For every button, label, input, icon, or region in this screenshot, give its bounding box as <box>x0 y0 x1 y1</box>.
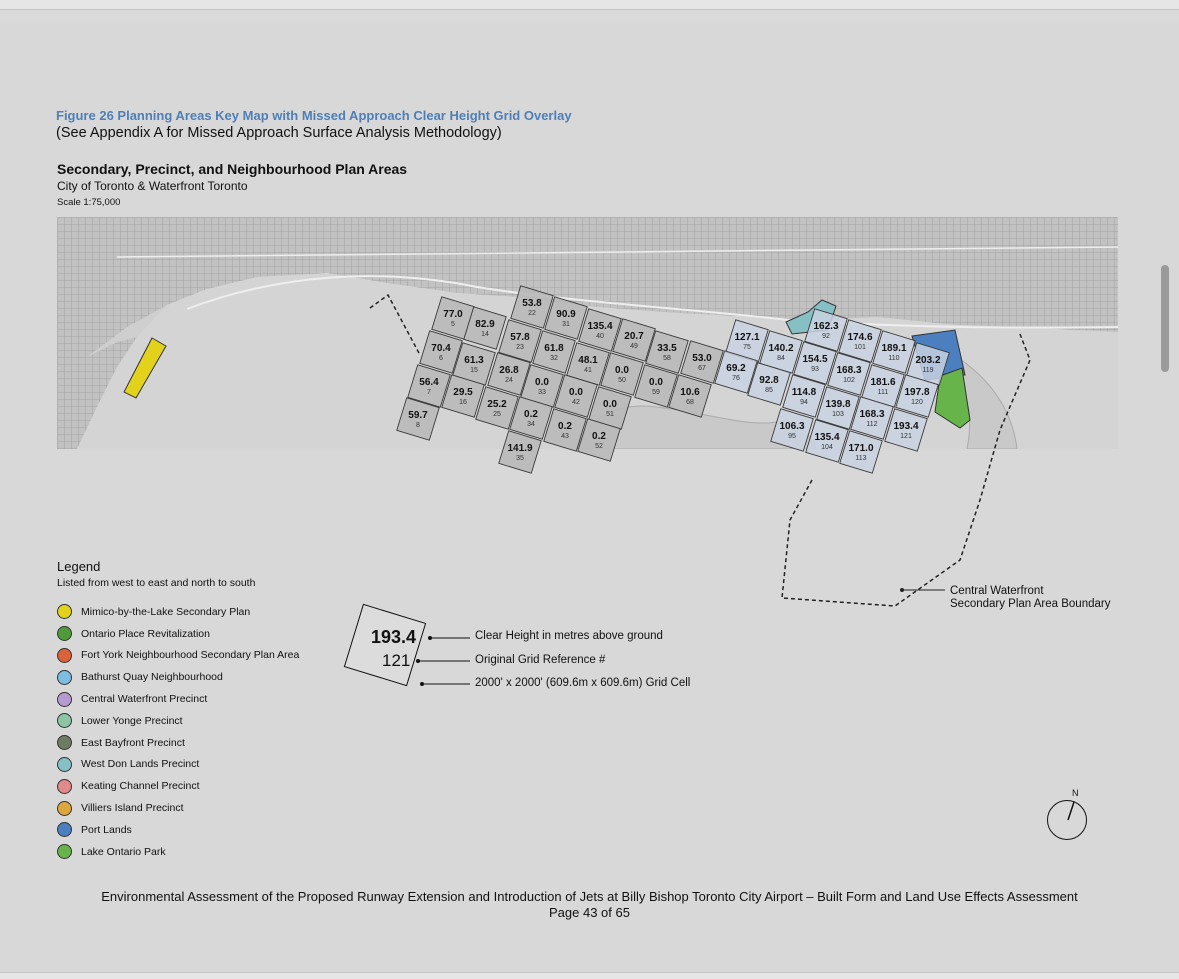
figure-subtitle: (See Appendix A for Missed Approach Surface Analysis Methodology) <box>56 125 502 141</box>
legend-label: Bathurst Quay Neighbourhood <box>81 671 223 684</box>
boundary-label <box>950 585 1110 611</box>
key-grid-ref-label: Original Grid Reference # <box>475 654 606 666</box>
grid-cell-height: 203.2 <box>915 355 941 366</box>
map-scale: Scale 1:75,000 <box>57 197 121 208</box>
grid-cell-ref: 75 <box>743 344 751 351</box>
grid-cell-ref: 101 <box>854 344 866 351</box>
grid-cell-height: 0.0 <box>535 377 549 388</box>
legend-item <box>57 819 299 841</box>
legend-swatch <box>57 757 72 772</box>
legend-label: Mimico-by-the-Lake Secondary Plan <box>81 605 251 618</box>
legend-swatch <box>57 604 72 619</box>
legend-label: Lake Ontario Park <box>81 845 166 858</box>
grid-cell-height: 20.7 <box>624 331 644 342</box>
grid-cell-ref: 32 <box>550 355 558 362</box>
key-example-ref: 121 <box>382 651 411 670</box>
grid-cell-height: 127.1 <box>734 332 760 343</box>
grid-cell-height: 135.4 <box>587 321 613 332</box>
grid-cell-height: 0.2 <box>558 421 572 432</box>
map-organization: City of Toronto & Waterfront Toronto <box>57 179 248 193</box>
grid-cell-ref: 112 <box>866 421 878 428</box>
boundary-label-line1: Central Waterfront <box>950 585 1044 597</box>
grid-cell-height: 29.5 <box>453 387 473 398</box>
legend-item <box>57 797 299 819</box>
grid-cell-height: 0.2 <box>524 409 538 420</box>
grid-cell-height: 61.8 <box>544 343 564 354</box>
grid-cell-ref: 50 <box>618 377 626 384</box>
legend-item <box>57 732 299 754</box>
legend-item <box>57 841 299 863</box>
grid-cell-height: 33.5 <box>657 343 677 354</box>
grid-cell-height: 57.8 <box>510 332 530 343</box>
grid-cell-height: 197.8 <box>904 387 930 398</box>
legend-item <box>57 666 299 688</box>
grid-cell-ref: 68 <box>686 399 694 406</box>
legend-note: Listed from west to east and north to south <box>57 577 256 589</box>
legend-label: Fort York Neighbourhood Secondary Plan Area <box>81 649 300 662</box>
boundary-leader-dot <box>900 588 904 592</box>
legend-label: Keating Channel Precinct <box>81 780 200 793</box>
key-example-height: 193.4 <box>371 627 417 647</box>
grid-cell-height: 140.2 <box>768 343 794 354</box>
key-clear-height-label: Clear Height in metres above ground <box>475 630 663 642</box>
grid-cell-ref: 59 <box>652 389 660 396</box>
north-label: N <box>1072 788 1079 798</box>
mimico-plan-area <box>124 338 166 398</box>
grid-cell-ref: 94 <box>800 399 808 406</box>
grid-cell-ref: 84 <box>777 355 785 362</box>
scrollbar-thumb[interactable] <box>1161 265 1169 372</box>
map-title: Secondary, Precinct, and Neighbourhood Plan Areas <box>57 161 408 177</box>
grid-cell-ref: 110 <box>888 355 900 362</box>
grid-cell-ref: 111 <box>877 389 889 396</box>
grid-cell-ref: 33 <box>538 389 546 396</box>
legend-label: West Don Lands Precinct <box>81 758 200 771</box>
legend-swatch <box>57 779 72 794</box>
grid-cell-ref: 67 <box>698 365 706 372</box>
grid-cell-height: 139.8 <box>825 399 851 410</box>
legend-item <box>57 754 299 776</box>
grid-cell-height: 141.9 <box>507 443 533 454</box>
legend-swatch <box>57 626 72 641</box>
legend-label: Port Lands <box>81 823 132 836</box>
legend-label: Ontario Place Revitalization <box>81 627 210 640</box>
legend-title: Legend <box>57 559 101 574</box>
grid-cell-height: 69.2 <box>726 363 746 374</box>
grid-cell-ref: 42 <box>572 399 580 406</box>
legend-item <box>57 601 299 623</box>
grid-cell-ref: 93 <box>811 366 819 373</box>
grid-cell-height: 82.9 <box>475 319 495 330</box>
grid-cell-height: 70.4 <box>431 343 451 354</box>
grid-cell-ref: 92 <box>822 333 830 340</box>
legend-item <box>57 645 299 667</box>
key-cell-size-label: 2000' x 2000' (609.6m x 609.6m) Grid Cell <box>475 677 691 689</box>
grid-cell-ref: 40 <box>596 333 604 340</box>
grid-cell-height: 61.3 <box>464 355 484 366</box>
grid-cell-ref: 23 <box>516 344 524 351</box>
grid-cell-height: 90.9 <box>556 309 576 320</box>
grid-cell-height: 48.1 <box>578 355 598 366</box>
grid-cell-height: 0.0 <box>569 387 583 398</box>
grid-cell-ref: 113 <box>855 455 867 462</box>
legend-label: Villiers Island Precinct <box>81 802 184 815</box>
grid-cell-ref: 51 <box>606 411 614 418</box>
legend-label: East Bayfront Precinct <box>81 736 185 749</box>
legend-swatch <box>57 735 72 750</box>
grid-cell-height: 77.0 <box>443 309 463 320</box>
grid-cell-ref: 8 <box>416 422 420 429</box>
grid-cell-height: 154.5 <box>802 354 828 365</box>
legend-swatch <box>57 648 72 663</box>
grid-cell-ref: 104 <box>821 444 833 451</box>
legend-item <box>57 623 299 645</box>
grid-cell-ref: 34 <box>527 421 535 428</box>
legend-swatch <box>57 844 72 859</box>
grid-cell-height: 168.3 <box>859 409 885 420</box>
legend-item <box>57 688 299 710</box>
grid-cell-ref: 24 <box>505 377 513 384</box>
grid-cell-ref: 16 <box>459 399 467 406</box>
clear-height-grid <box>397 286 949 473</box>
key-dot-ref <box>416 659 420 663</box>
grid-cell-ref: 95 <box>788 433 796 440</box>
grid-cell-height: 0.2 <box>592 431 606 442</box>
grid-cell-height: 135.4 <box>814 432 840 443</box>
north-arrow <box>1047 800 1087 840</box>
grid-cell-height: 25.2 <box>487 399 507 410</box>
key-dot-height <box>428 636 432 640</box>
footer-page-number: Page 43 of 65 <box>549 905 630 920</box>
grid-cell-height: 0.0 <box>649 377 663 388</box>
grid-cell-height: 189.1 <box>881 343 907 354</box>
grid-cell-ref: 49 <box>630 343 638 350</box>
grid-cell-ref: 6 <box>439 355 443 362</box>
grid-cell-ref: 14 <box>481 331 489 338</box>
grid-cell-height: 162.3 <box>813 321 839 332</box>
west-boundary-line <box>370 295 420 355</box>
grid-cell-ref: 7 <box>427 389 431 396</box>
grid-cell-height: 114.8 <box>791 387 817 398</box>
grid-cell-ref: 121 <box>900 433 912 440</box>
legend-label: Central Waterfront Precinct <box>81 693 208 706</box>
grid-cell-height: 106.3 <box>779 421 805 432</box>
grid-cell-height: 56.4 <box>419 377 439 388</box>
grid-cell-height: 168.3 <box>836 365 862 376</box>
figure-title: Figure 26 Planning Areas Key Map with Missed Approach Clear Height Grid Overlay <box>56 108 572 123</box>
grid-cell-height: 181.6 <box>870 377 896 388</box>
grid-cell-ref: 31 <box>562 321 570 328</box>
grid-cell-height: 193.4 <box>893 421 919 432</box>
grid-cell-ref: 102 <box>843 377 855 384</box>
grid-cell-height: 171.0 <box>848 443 874 454</box>
legend-item <box>57 775 299 797</box>
legend-swatch <box>57 670 72 685</box>
grid-cell-ref: 15 <box>470 367 478 374</box>
legend-label: Lower Yonge Precinct <box>81 714 183 727</box>
grid-cell-ref: 76 <box>732 375 740 382</box>
grid-cell-ref: 120 <box>911 399 923 406</box>
grid-cell-ref: 25 <box>493 411 501 418</box>
grid-cell-ref: 5 <box>451 321 455 328</box>
legend-swatch <box>57 692 72 707</box>
key-dot-cell <box>420 682 424 686</box>
grid-cell-height: 59.7 <box>408 410 428 421</box>
grid-cell-ref: 52 <box>595 443 603 450</box>
legend-list <box>57 601 299 863</box>
legend-swatch <box>57 801 72 816</box>
grid-cell-height: 10.6 <box>680 387 700 398</box>
grid-cell-height: 0.0 <box>603 399 617 410</box>
legend-swatch <box>57 822 72 837</box>
legend-item <box>57 710 299 732</box>
grid-cell-height: 0.0 <box>615 365 629 376</box>
grid-cell-ref: 58 <box>663 355 671 362</box>
grid-cell-height: 26.8 <box>499 365 519 376</box>
grid-cell-ref: 43 <box>561 433 569 440</box>
grid-cell-ref: 22 <box>528 310 536 317</box>
grid-cell-height: 174.6 <box>847 332 873 343</box>
grid-cell-height: 53.0 <box>692 353 712 364</box>
grid-cell-ref: 85 <box>765 387 773 394</box>
grid-cell-ref: 41 <box>584 367 592 374</box>
grid-cell-ref: 119 <box>922 367 934 374</box>
boundary-label-line2: Secondary Plan Area Boundary <box>950 598 1111 610</box>
legend-swatch <box>57 713 72 728</box>
footer-title: Environmental Assessment of the Proposed Runway Extension and Introduction of Jets at Billy Bishop Toronto City Airport – Built Form and Land Use Effects Assessment <box>101 889 1078 904</box>
grid-cell-ref: 35 <box>516 455 524 462</box>
grid-cell-height: 53.8 <box>522 298 542 309</box>
grid-cell-ref: 103 <box>832 411 844 418</box>
grid-cell-height: 92.8 <box>759 375 779 386</box>
